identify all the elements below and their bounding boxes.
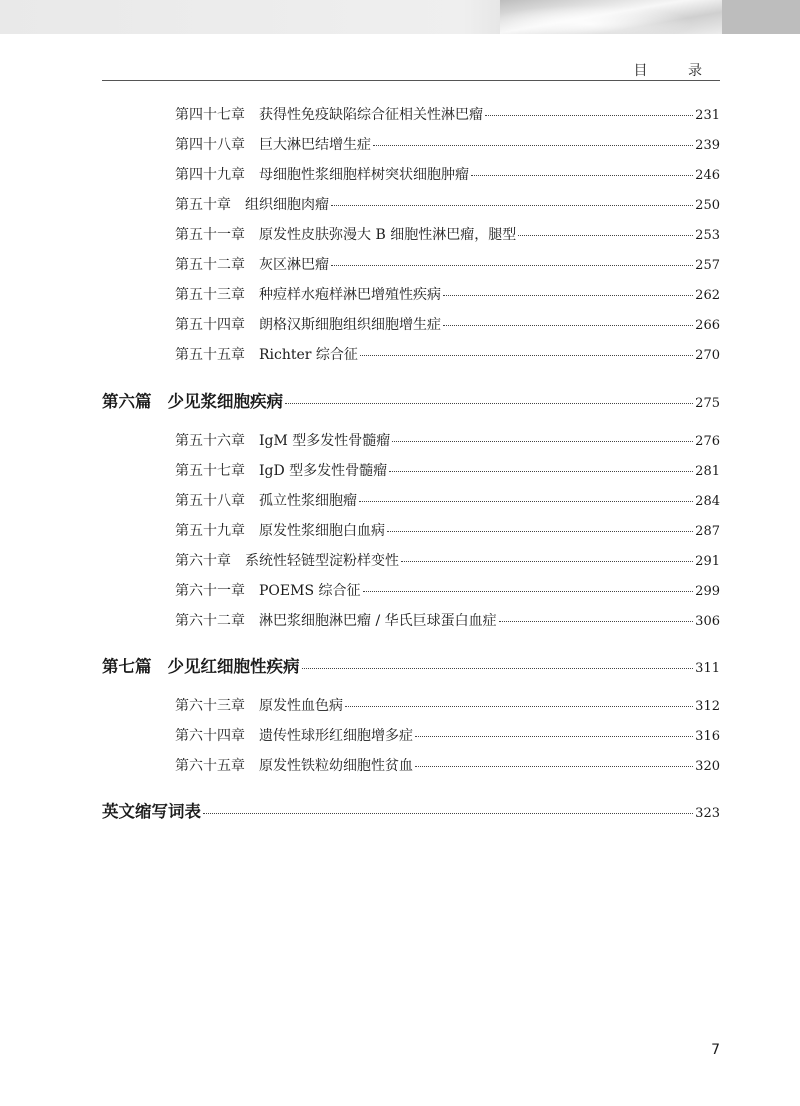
dot-leader — [485, 115, 693, 116]
page-ref: 284 — [695, 494, 720, 509]
page-ref: 287 — [695, 524, 720, 539]
chapter-number: 第四十八章 — [175, 137, 245, 153]
header-corner-block — [722, 0, 800, 34]
page-number: 7 — [711, 1042, 720, 1058]
page-ref: 262 — [695, 288, 720, 303]
chapter-title: 原发性铁粒幼细胞性贫血 — [259, 758, 413, 774]
dot-leader — [415, 736, 693, 737]
chapter-title: 巨大淋巴结增生症 — [259, 137, 371, 153]
part-title: 英文缩写词表 — [102, 802, 201, 821]
toc-chapter-entry[interactable] — [175, 430, 720, 450]
chapter-number: 第五十八章 — [175, 493, 245, 509]
chapter-number: 第六十一章 — [175, 583, 245, 599]
dot-leader — [285, 403, 693, 404]
chapter-title: 获得性免疫缺陷综合征相关性淋巴瘤 — [259, 107, 483, 123]
dot-leader — [518, 235, 693, 236]
chapter-number: 第六十五章 — [175, 758, 245, 774]
part-title: 少见浆细胞疾病 — [167, 392, 283, 411]
page-ref: 239 — [695, 138, 720, 153]
dot-leader — [387, 531, 693, 532]
chapter-number: 第五十四章 — [175, 317, 245, 333]
page-ref: 323 — [695, 806, 720, 821]
header-rule — [102, 80, 720, 81]
page-ref: 246 — [695, 168, 720, 183]
chapter-title: 灰区淋巴瘤 — [259, 257, 329, 273]
page-ref: 306 — [695, 614, 720, 629]
chapter-number: 第五十一章 — [175, 227, 245, 243]
dot-leader — [392, 441, 693, 442]
dot-leader — [389, 471, 693, 472]
toc-chapter-entry[interactable] — [175, 344, 720, 364]
dot-leader — [331, 265, 693, 266]
page-ref: 276 — [695, 434, 720, 449]
dot-leader — [443, 295, 693, 296]
chapter-title: POEMS 综合征 — [259, 583, 361, 599]
chapter-number: 第四十九章 — [175, 167, 245, 183]
part-number: 第六篇 — [102, 392, 152, 411]
page-ref: 231 — [695, 108, 720, 123]
toc-chapter-entry[interactable] — [175, 460, 720, 480]
page-ref: 320 — [695, 759, 720, 774]
dot-leader — [415, 766, 693, 767]
toc-chapter-entry[interactable] — [175, 610, 720, 630]
page-ref: 311 — [695, 661, 720, 676]
page-ref: 281 — [695, 464, 720, 479]
chapter-title: Richter 综合征 — [259, 347, 358, 363]
chapter-number: 第六十三章 — [175, 698, 245, 714]
chapter-number: 第五十五章 — [175, 347, 245, 363]
chapter-title: 母细胞性浆细胞样树突状细胞肿瘤 — [259, 167, 469, 183]
chapter-title: 系统性轻链型淀粉样变性 — [245, 553, 399, 569]
part-title: 少见红细胞性疾病 — [167, 657, 300, 676]
running-header: 目 录 — [633, 63, 720, 79]
toc-chapter-entry[interactable] — [175, 164, 720, 184]
dot-leader — [360, 355, 693, 356]
toc-chapter-entry[interactable] — [175, 224, 720, 244]
toc-chapter-entry[interactable] — [175, 550, 720, 570]
page-ref: 312 — [695, 699, 720, 714]
chapter-number: 第六十四章 — [175, 728, 245, 744]
toc-chapter-entry[interactable] — [175, 254, 720, 274]
toc-chapter-entry[interactable] — [175, 755, 720, 775]
chapter-number: 第五十九章 — [175, 523, 245, 539]
chapter-title: 种痘样水疱样淋巴增殖性疾病 — [259, 287, 441, 303]
toc-chapter-entry[interactable] — [175, 314, 720, 334]
chapter-title: 朗格汉斯细胞组织细胞增生症 — [259, 317, 441, 333]
chapter-number: 第五十二章 — [175, 257, 245, 273]
chapter-number: 第四十七章 — [175, 107, 245, 123]
page-ref: 291 — [695, 554, 720, 569]
dot-leader — [302, 668, 694, 669]
toc-chapter-entry[interactable] — [175, 695, 720, 715]
chapter-title: 原发性血色病 — [259, 698, 343, 714]
dot-leader — [373, 145, 693, 146]
chapter-number: 第五十六章 — [175, 433, 245, 449]
toc-chapter-entry[interactable] — [175, 520, 720, 540]
toc-chapter-entry[interactable] — [175, 194, 720, 214]
dot-leader — [443, 325, 693, 326]
page-ref: 299 — [695, 584, 720, 599]
chapter-number: 第六十章 — [175, 553, 231, 569]
page-ref: 250 — [695, 198, 720, 213]
dot-leader — [331, 205, 693, 206]
dot-leader — [401, 561, 693, 562]
page-ref: 270 — [695, 348, 720, 363]
header-decoration — [500, 0, 722, 34]
page-ref: 316 — [695, 729, 720, 744]
dot-leader — [345, 706, 693, 707]
chapter-title: IgD 型多发性骨髓瘤 — [259, 463, 388, 479]
toc-part-entry[interactable] — [102, 653, 720, 677]
toc-chapter-entry[interactable] — [175, 490, 720, 510]
toc-chapter-entry[interactable] — [175, 725, 720, 745]
toc-part-entry[interactable] — [102, 388, 720, 412]
page-ref: 257 — [695, 258, 720, 273]
toc-part-entry[interactable] — [102, 798, 720, 822]
chapter-title: IgM 型多发性骨髓瘤 — [259, 433, 391, 449]
toc-chapter-entry[interactable] — [175, 104, 720, 124]
dot-leader — [471, 175, 693, 176]
dot-leader — [363, 591, 694, 592]
toc-chapter-entry[interactable] — [175, 580, 720, 600]
chapter-title: 孤立性浆细胞瘤 — [259, 493, 357, 509]
page-ref: 253 — [695, 228, 720, 243]
chapter-title: 遗传性球形红细胞增多症 — [259, 728, 413, 744]
page-ref: 266 — [695, 318, 720, 333]
dot-leader — [359, 501, 693, 502]
dot-leader — [203, 813, 693, 814]
chapter-number: 第六十二章 — [175, 613, 245, 629]
toc-chapter-entry[interactable] — [175, 284, 720, 304]
part-number: 第七篇 — [102, 657, 152, 676]
chapter-number: 第五十章 — [175, 197, 231, 213]
chapter-title: 淋巴浆细胞淋巴瘤 / 华氏巨球蛋白血症 — [259, 613, 497, 629]
toc-chapter-entry[interactable] — [175, 134, 720, 154]
page-ref: 275 — [695, 396, 720, 411]
chapter-title: 原发性皮肤弥漫大 B 细胞性淋巴瘤，腿型 — [259, 227, 517, 243]
chapter-title: 组织细胞肉瘤 — [245, 197, 329, 213]
dot-leader — [499, 621, 694, 622]
chapter-number: 第五十三章 — [175, 287, 245, 303]
chapter-number: 第五十七章 — [175, 463, 245, 479]
chapter-title: 原发性浆细胞白血病 — [259, 523, 385, 539]
